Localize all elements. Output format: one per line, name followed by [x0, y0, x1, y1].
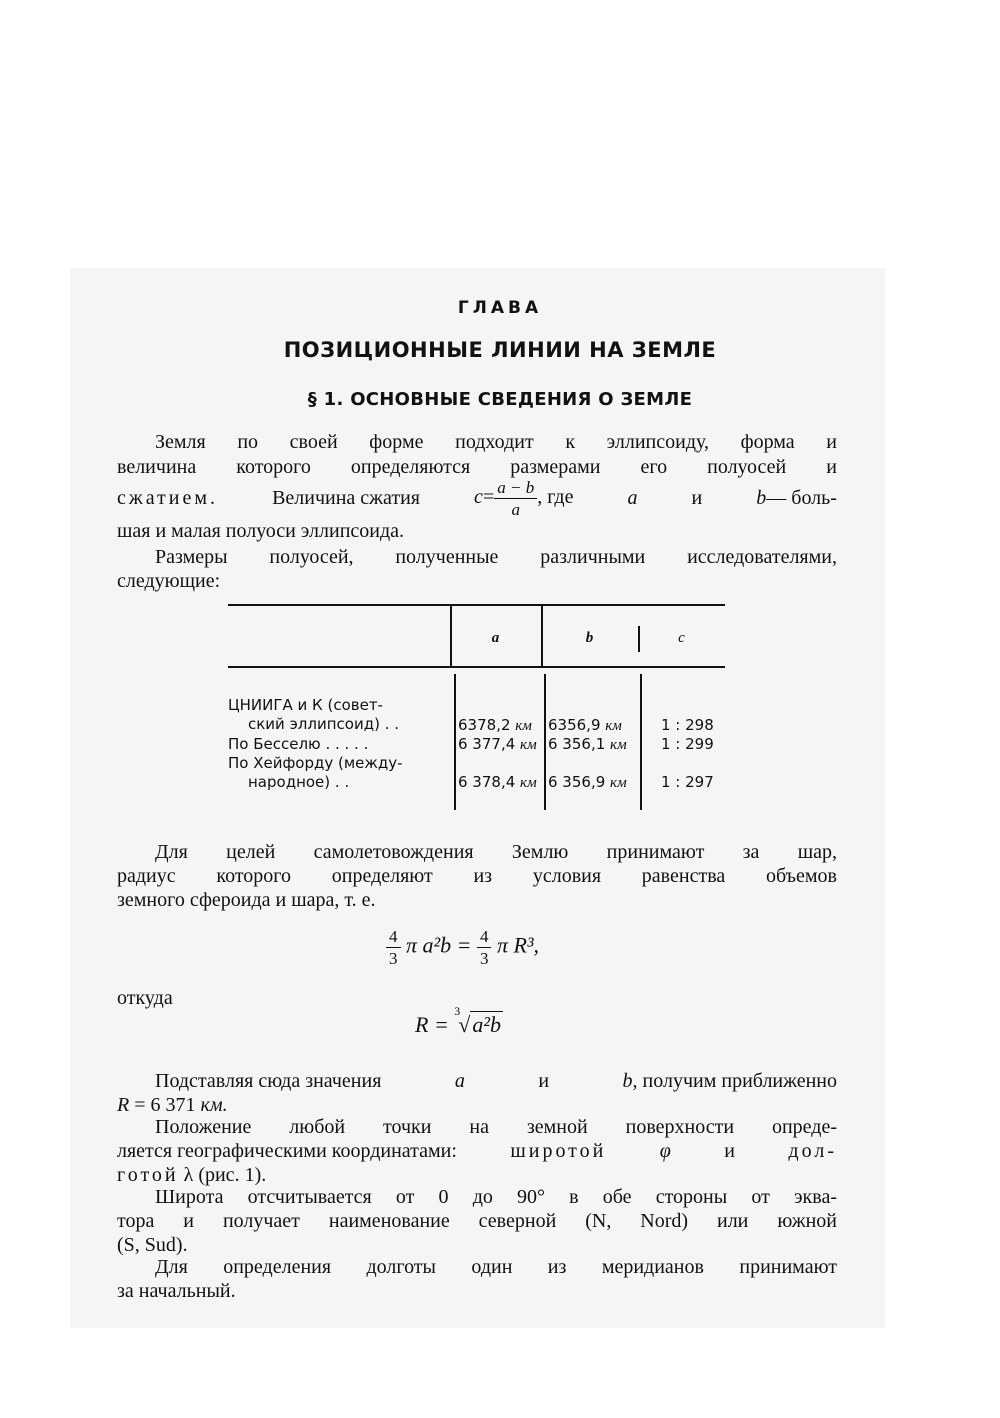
variable-r: R [117, 1094, 130, 1116]
paragraph-7-line-2: за начальный. [117, 1280, 236, 1302]
equals-sign: = [482, 485, 495, 508]
radius-equation [415, 1004, 503, 1052]
equation-left: R = [415, 1012, 449, 1037]
paragraph-6-line-2: тора и получает наименование северной (N, Nord) или южной [117, 1210, 837, 1232]
fraction [477, 928, 492, 967]
cell-unit: км [520, 737, 537, 753]
variable-a: a [454, 1070, 465, 1092]
text-fragment: — боль- [766, 487, 837, 509]
table-header-a: a [491, 630, 500, 646]
paragraph-7-line-1: Для определения долготы один из меридианов принимают [155, 1256, 837, 1278]
cell-unit: км [610, 775, 627, 791]
equation-right: π R³, [496, 932, 540, 958]
ellipsoid-table [228, 604, 725, 810]
cell-value: 6356,9 [548, 716, 601, 734]
paragraph-1-line-2: величина которого определяются размерами его полуосей и [117, 456, 837, 478]
paragraph-4-line-2 [117, 1093, 837, 1117]
paragraph-5-line-2 [117, 1139, 837, 1163]
text-fragment: λ (рис. 1). [183, 1164, 267, 1186]
text-fragment: Величина сжатия [272, 487, 421, 509]
table-cell-b [548, 735, 627, 754]
table-header-rule [228, 666, 725, 668]
fraction-denominator: 3 [389, 949, 398, 968]
paragraph-6-line-1: Широта отсчитывается от 0 до 90° в обе стороны от эква- [155, 1186, 837, 1208]
text-fragment: и [538, 1070, 550, 1092]
table-row-name: ский эллипсоид) . . [248, 715, 400, 733]
fraction [494, 479, 537, 518]
fraction [386, 928, 401, 967]
term-longitude: готой [117, 1164, 179, 1186]
table-divider [544, 674, 546, 810]
paragraph-2-line-2: следующие: [117, 570, 221, 592]
paragraph-3-line-1: Для целей самолетовождения Землю принимают за шар, [155, 841, 837, 863]
table-cell-b [548, 716, 622, 735]
compression-formula [474, 479, 573, 518]
variable-b: b [756, 487, 767, 509]
cell-value: 6 378,4 [458, 773, 516, 791]
cube-root [454, 1004, 503, 1038]
text-fragment: Подставляя сюда значения [155, 1070, 382, 1092]
cell-value: 6378,2 [458, 716, 511, 734]
table-divider [454, 674, 456, 810]
volume-equation [386, 928, 539, 967]
variable-b: b [622, 1070, 633, 1092]
table-cell-c: 1 : 299 [661, 735, 714, 753]
table-cell-c: 1 : 298 [661, 716, 714, 734]
term-longitude: дол- [788, 1140, 837, 1162]
table-row-name: народное) . . [248, 773, 350, 791]
table-cell-a [458, 735, 537, 754]
table-cell-a [458, 773, 537, 792]
term-compression: сжатием. [117, 487, 219, 509]
paragraph-4-line-1 [117, 1069, 837, 1093]
text-fragment: и [691, 487, 703, 509]
paragraph-1-line-3 [117, 477, 837, 519]
cell-unit: км [520, 775, 537, 791]
cell-unit: км [605, 718, 622, 734]
fraction-denominator: a [511, 499, 520, 519]
table-header-b: b [585, 630, 594, 646]
table-row-name: ЦНИИГА и К (совет- [228, 696, 383, 714]
cell-value: 6 356,9 [548, 773, 606, 791]
radical-sign: √ [458, 1012, 471, 1037]
chapter-title: ПОЗИЦИОННЫЕ ЛИНИИ НА ЗЕМЛЕ [283, 338, 717, 362]
cell-value: 6 356,1 [548, 735, 606, 753]
text-fragment: ляется географическими координатами: [117, 1140, 457, 1162]
text-whence: откуда [117, 987, 173, 1009]
root-index: 3 [454, 1004, 461, 1018]
paragraph-1-line-1: Земля по своей форме подходит к эллипсоиду, форма и [155, 431, 837, 453]
paragraph-6-line-3: (S, Sud). [117, 1234, 188, 1256]
paragraph-1-line-4: шая и малая полуоси эллипсоида. [117, 520, 405, 542]
text-fragment: , получим приближенно [632, 1070, 837, 1092]
table-row-name: По Бесселю . . . . . [228, 735, 369, 753]
radius-value: = 6 371 [134, 1094, 196, 1116]
table-row-name: По Хейфорду (между- [228, 754, 403, 772]
table-divider [640, 674, 642, 810]
section-title: § 1. ОСНОВНЫЕ СВЕДЕНИЯ О ЗЕМЛЕ [307, 389, 693, 410]
paragraph-3-line-3: земного сфероида и шара, т. е. [117, 889, 376, 911]
fraction-denominator: 3 [479, 949, 489, 968]
table-header-c: c [678, 630, 685, 646]
paragraph-2-line-1: Размеры полуосей, полученные различными исследователями, [155, 546, 837, 568]
variable-c: c [474, 485, 483, 508]
paragraph-5-line-1: Положение любой точки на земной поверхности опреде- [155, 1116, 837, 1138]
cell-unit: км [610, 737, 627, 753]
paragraph-3-line-2: радиус которого определяют из условия равенства объемов [117, 865, 837, 887]
table-top-rule [228, 604, 725, 606]
table-cell-c: 1 : 297 [661, 773, 714, 791]
fraction-numerator: a − b [494, 479, 537, 499]
cell-unit: км [515, 718, 532, 734]
fraction-numerator: 4 [386, 928, 401, 948]
radius-unit: км. [200, 1094, 228, 1116]
table-cell-b [548, 773, 627, 792]
symbol-phi: φ [659, 1140, 671, 1162]
equation-left: π a²b = [406, 932, 472, 958]
text-fragment: и [724, 1140, 735, 1162]
table-cell-a [458, 716, 532, 735]
variable-a: a [627, 487, 638, 509]
cell-value: 6 377,4 [458, 735, 516, 753]
fraction-numerator: 4 [477, 928, 492, 948]
term-latitude: широтой [510, 1140, 607, 1162]
text-fragment: , где [537, 485, 574, 508]
radicand: a²b [472, 1012, 501, 1037]
paragraph-5-line-3 [117, 1163, 837, 1187]
chapter-label: ГЛАВА [457, 298, 543, 318]
